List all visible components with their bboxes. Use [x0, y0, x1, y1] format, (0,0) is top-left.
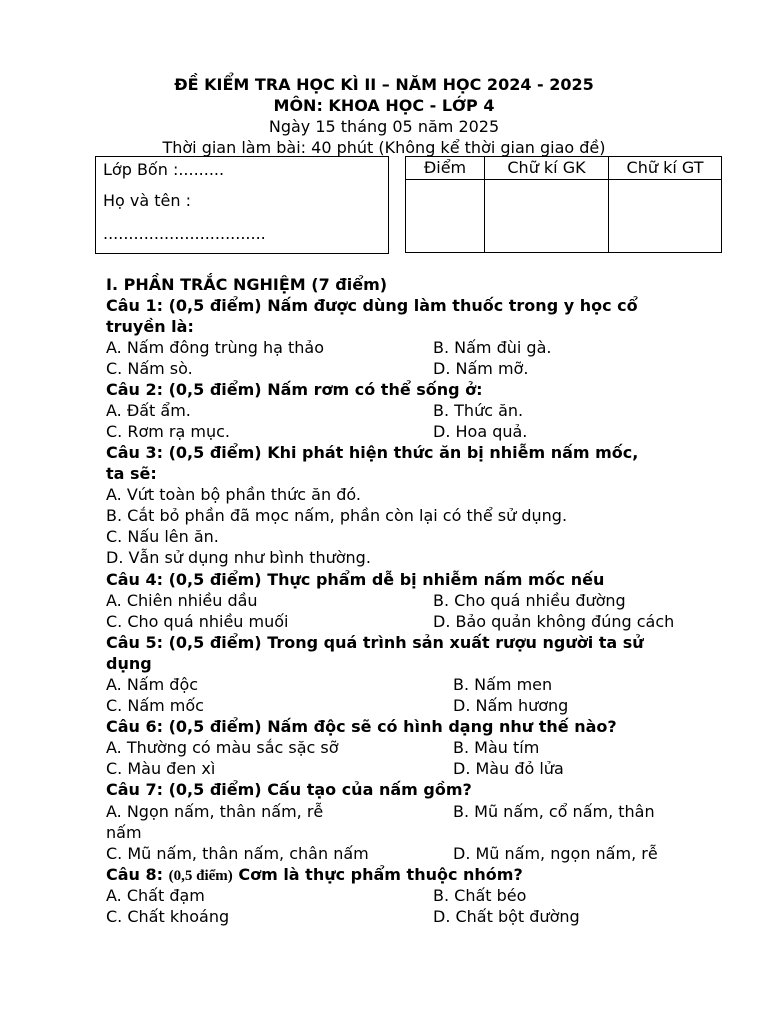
question-label: Câu 5:	[106, 633, 164, 652]
question-points: (0,5 điểm)	[168, 570, 262, 589]
question-points: (0,5 điểm)	[168, 296, 262, 315]
score-cell	[406, 180, 485, 253]
score-header: Điểm	[406, 157, 485, 180]
exam-duration: Thời gian làm bài: 40 phút (Không kể thời gian giao đề)	[162, 138, 606, 157]
question-4	[106, 569, 604, 590]
section-title: I. PHẦN TRẮC NGHIỆM (7 điểm)	[106, 275, 388, 294]
q6-option-a: A. Thường có màu sắc sặc sỡ	[106, 738, 339, 757]
q1-option-a: A. Nấm đông trùng hạ thảo	[106, 338, 325, 357]
proctor-signature-header: Chữ kí GT	[609, 157, 722, 180]
question-3	[106, 442, 638, 463]
question-5-text-cont: dụng	[106, 654, 152, 673]
q7-option-d: D. Mũ nấm, ngọn nấm, rễ	[453, 844, 658, 863]
question-7	[106, 779, 472, 800]
name-dots: ................................	[103, 224, 266, 243]
question-label: Câu 3:	[106, 443, 164, 462]
question-text: Nấm rơm có thể sống ở:	[267, 380, 483, 399]
q5-option-b: B. Nấm men	[453, 675, 553, 694]
q2-option-c: C. Rơm rạ mục.	[106, 422, 230, 441]
question-label: Câu 1:	[106, 296, 164, 315]
q7-option-b: B. Mũ nấm, cổ nấm, thân	[453, 802, 655, 821]
q1-option-c: C. Nấm sò.	[106, 359, 193, 378]
question-text: Cơm là thực phẩm thuộc nhóm?	[238, 865, 523, 884]
q5-option-c: C. Nấm mốc	[106, 696, 204, 715]
question-points: (0,5 điểm)	[168, 780, 262, 799]
question-2	[106, 379, 483, 400]
question-text: Thực phẩm dễ bị nhiễm nấm mốc nếu	[267, 570, 605, 589]
q8-option-d: D. Chất bột đường	[433, 907, 580, 926]
question-1-text-cont: truyền là:	[106, 317, 194, 336]
question-text: Nấm được dùng làm thuốc trong y học cổ	[267, 296, 638, 315]
q8-option-c: C. Chất khoáng	[106, 907, 230, 926]
student-info-box	[95, 156, 389, 254]
question-1	[106, 295, 638, 316]
question-8	[106, 864, 523, 887]
question-text: Cấu tạo của nấm gồm?	[267, 780, 472, 799]
exam-subject: MÔN: KHOA HỌC - LỚP 4	[273, 96, 495, 115]
question-text: Trong quá trình sản xuất rượu người ta sử	[267, 633, 644, 652]
question-label: Câu 8:	[106, 865, 164, 884]
question-6	[106, 716, 617, 737]
question-5	[106, 632, 644, 653]
question-points: (0,5 điểm)	[168, 633, 262, 652]
question-text: Khi phát hiện thức ăn bị nhiễm nấm mốc,	[267, 443, 639, 462]
q5-option-a: A. Nấm độc	[106, 675, 199, 694]
q6-option-d: D. Màu đỏ lửa	[453, 759, 564, 778]
q8-option-b: B. Chất béo	[433, 886, 527, 905]
q2-option-a: A. Đất ẩm.	[106, 401, 191, 420]
q8-option-a: A. Chất đạm	[106, 886, 205, 905]
q7-option-a-cont: nấm	[106, 823, 142, 842]
q6-option-c: C. Màu đen xì	[106, 759, 216, 778]
score-table	[405, 156, 722, 253]
question-label: Câu 4:	[106, 570, 164, 589]
q4-option-a: A. Chiên nhiều dầu	[106, 591, 258, 610]
question-label: Câu 2:	[106, 380, 164, 399]
q4-option-c: C. Cho quá nhiều muối	[106, 612, 289, 631]
exam-date: Ngày 15 tháng 05 năm 2025	[268, 117, 500, 136]
q3-option-c: C. Nấu lên ăn.	[106, 527, 219, 546]
q3-option-b: B. Cắt bỏ phần đã mọc nấm, phần còn lại có thể sử dụng.	[106, 506, 568, 525]
q4-option-d: D. Bảo quản không đúng cách	[433, 612, 675, 631]
q1-option-b: B. Nấm đùi gà.	[433, 338, 552, 357]
question-points: (0,5 điểm)	[168, 443, 262, 462]
question-points: (0,5 điểm)	[168, 380, 262, 399]
question-label: Câu 6:	[106, 717, 164, 736]
question-3-text-cont: ta sẽ:	[106, 464, 157, 483]
q7-option-a: A. Ngọn nấm, thân nấm, rễ	[106, 802, 324, 821]
class-label: Lớp Bốn :.........	[103, 160, 225, 179]
examiner-signature-cell	[485, 180, 609, 253]
q1-option-d: D. Nấm mỡ.	[433, 359, 529, 378]
q2-option-d: D. Hoa quả.	[433, 422, 528, 441]
q5-option-d: D. Nấm hương	[453, 696, 569, 715]
question-points: (0,5 điểm)	[168, 717, 262, 736]
question-text: Nấm độc sẽ có hình dạng như thế nào?	[267, 717, 617, 736]
name-label: Họ và tên :	[103, 191, 191, 210]
exam-title: ĐỀ KIỂM TRA HỌC KÌ II – NĂM HỌC 2024 - 2025	[174, 75, 594, 94]
proctor-signature-cell	[609, 180, 722, 253]
q7-option-c: C. Mũ nấm, thân nấm, chân nấm	[106, 844, 369, 863]
examiner-signature-header: Chữ kí GK	[485, 157, 609, 180]
q3-option-d: D. Vẫn sử dụng như bình thường.	[106, 548, 371, 567]
q2-option-b: B. Thức ăn.	[433, 401, 524, 420]
question-label: Câu 7:	[106, 780, 164, 799]
question-points: (0,5 điểm)	[168, 868, 233, 884]
q6-option-b: B. Màu tím	[453, 738, 540, 757]
q4-option-b: B. Cho quá nhiều đường	[433, 591, 626, 610]
q3-option-a: A. Vứt toàn bộ phần thức ăn đó.	[106, 485, 361, 504]
